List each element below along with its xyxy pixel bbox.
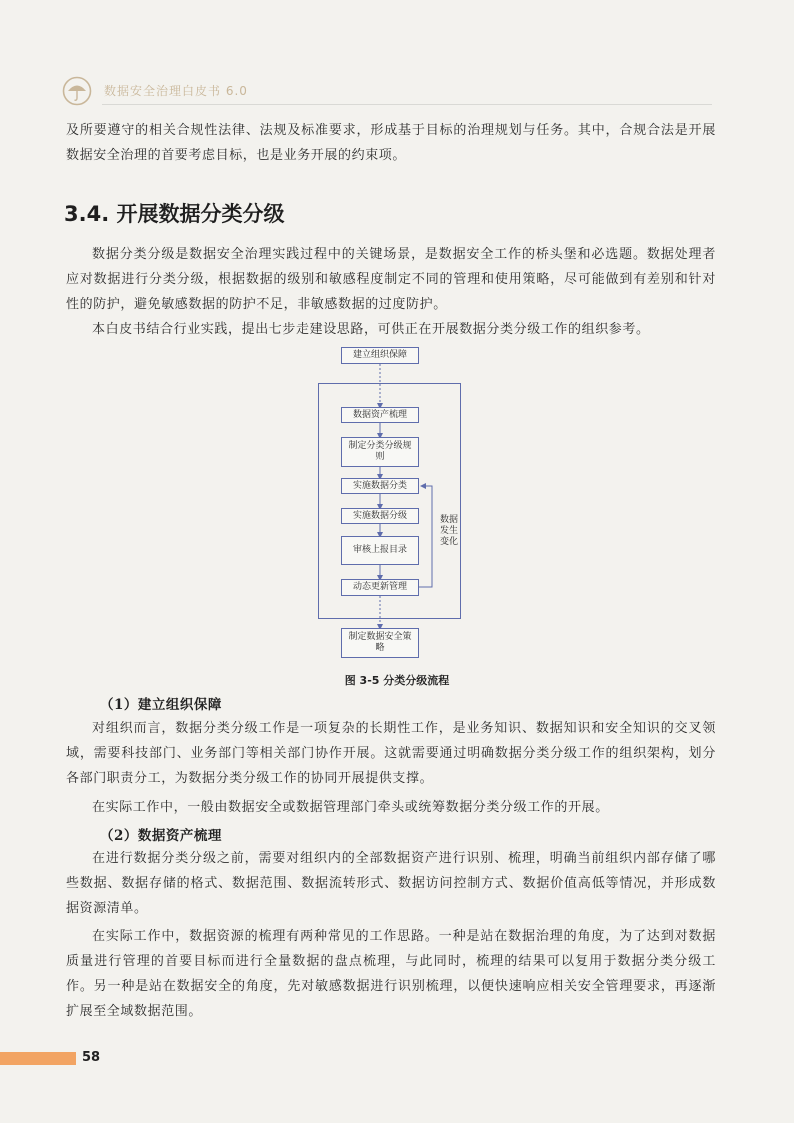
step1-title: （1）建立组织保障 [100,697,222,713]
flow-box-bottom: 制定数据安全策略 [341,628,419,658]
header-title: 数据安全治理白皮书 6.0 [104,84,248,98]
flow-side-label: 数据发生变化 [440,515,459,547]
flow-step-5: 审核上报目录 [341,536,419,565]
section-heading: 3.4. 开展数据分类分级 [64,202,285,226]
step2-paragraph-2: 在实际工作中，数据资源的梳理有两种常见的工作思路。一种是站在数据治理的角度，为了达到对数据质量进行管理的首要目标而进行全量数据的盘点梳理，与此同时，梳理的结果可以复用于数据分类分级工作。另一种是站在数据安全的角度，先对敏感数据进行识别梳理，以便快速响应相关安全管理要求，再逐渐扩展至全域数据范围。 [66,929,716,1019]
flow-step-1: 数据资产梳理 [341,407,419,423]
step2-paragraph-1: 在进行数据分类分级之前，需要对组织内的全部数据资产进行识别、梳理，明确当前组织内部存储了哪些数据、数据存储的格式、数据范围、数据流转形式、数据访问控制方式、数据价值高低等情况，并形成数据资源清单。 [66,851,716,916]
step1-paragraph-2: 在实际工作中，一般由数据安全或数据管理部门牵头或统筹数据分类分级工作的开展。 [92,800,609,815]
page-header [62,74,712,110]
footer-accent-bar [0,1052,76,1065]
intro-paragraph: 及所要遵守的相关合规性法律、法规及标准要求，形成基于目标的治理规划与任务。其中，合规合法是开展数据安全治理的首要考虑目标，也是业务开展的约束项。 [66,123,716,163]
flow-step-6: 动态更新管理 [341,579,419,596]
umbrella-logo-icon [62,76,92,106]
header-divider [102,104,712,105]
flow-step-4: 实施数据分级 [341,508,419,524]
flow-box-top: 建立组织保障 [341,347,419,364]
section-paragraph-1: 数据分类分级是数据安全治理实践过程中的关键场景，是数据安全工作的桥头堡和必选题。数据处理者应对数据进行分类分级，根据数据的级别和敏感程度制定不同的管理和使用策略，尽可能做到有差别和针对性的防护，避免敏感数据的防护不足，非敏感数据的过度防护。 [66,247,716,312]
step1-paragraph-1: 对组织而言，数据分类分级工作是一项复杂的长期性工作，是业务知识、数据知识和安全知识的交叉领域，需要科技部门、业务部门等相关部门协作开展。这就需要通过明确数据分类分级工作的组织架构，划分各部门职责分工，为数据分类分级工作的协同开展提供支撑。 [66,721,716,786]
flow-step-2: 制定分类分级规则 [341,437,419,467]
page-number: 58 [82,1050,101,1065]
section-paragraph-2: 本白皮书结合行业实践，提出七步走建设思路，可供正在开展数据分类分级工作的组织参考。 [92,322,650,337]
flow-step-3: 实施数据分类 [341,478,419,494]
figure-caption: 图 3-5 分类分级流程 [344,674,450,687]
step2-title: （2）数据资产梳理 [100,828,222,844]
